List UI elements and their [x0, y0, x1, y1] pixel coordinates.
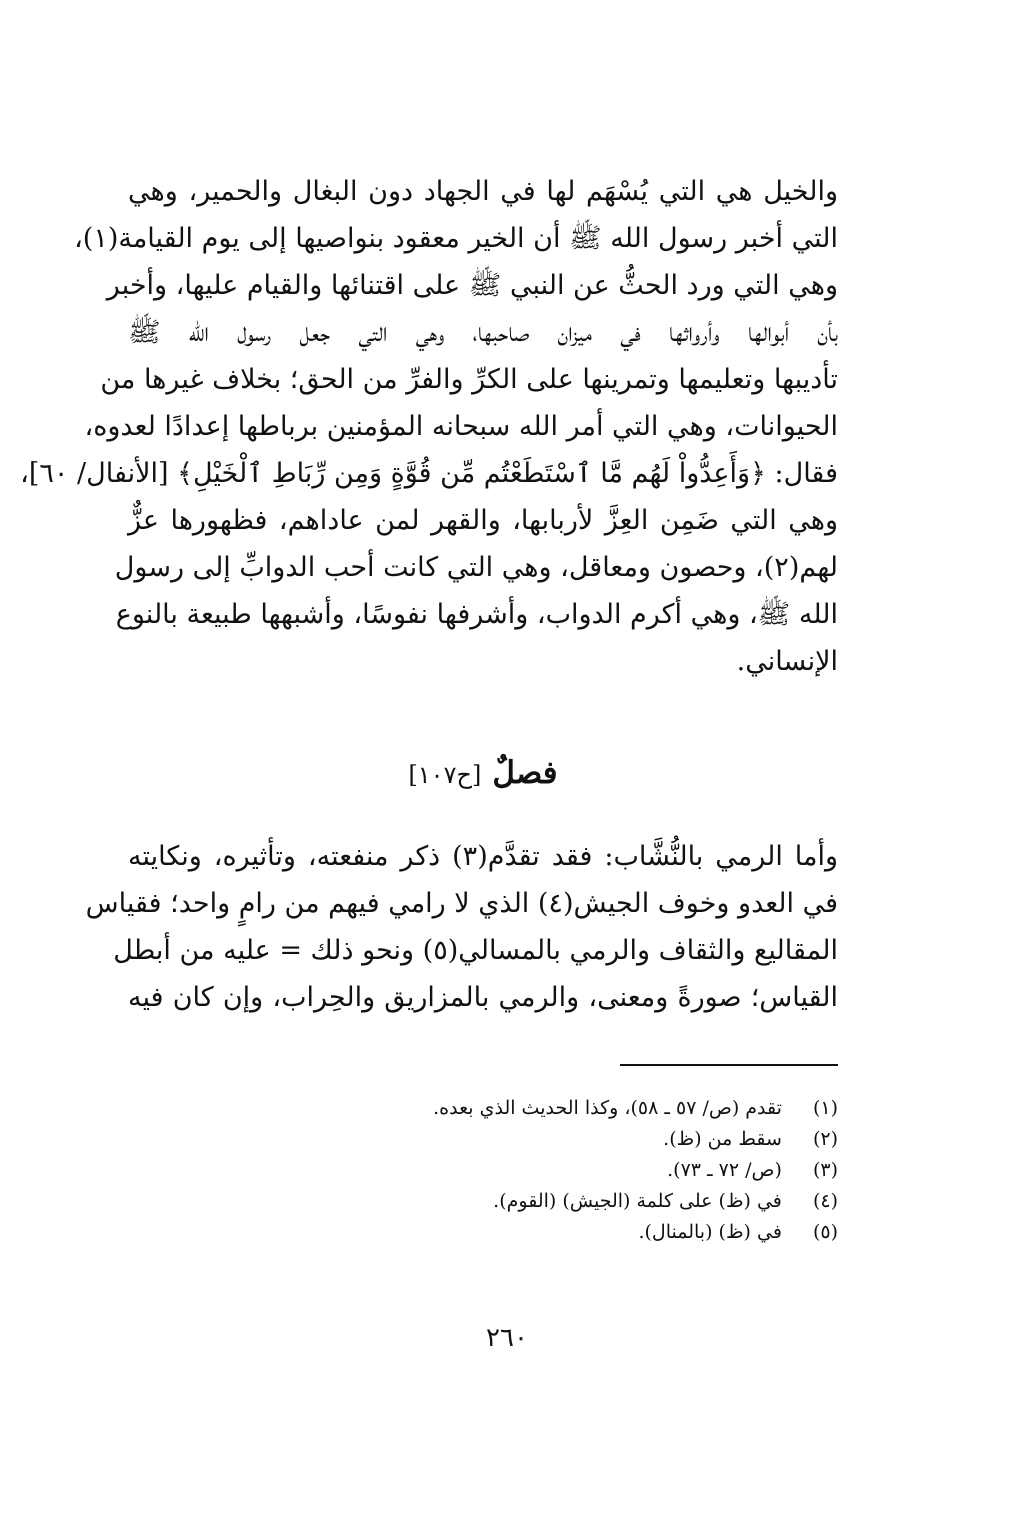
paragraph-archery [85, 833, 838, 1021]
text-line: المقاليع والثقاف والرمي بالمسالي(٥) ونحو ذلك = عليه من أبطل [113, 935, 838, 966]
footnote-text: تقدم (ص/ ٥٧ ـ ٥٨)، وكذا الحديث الذي بعده. [433, 1097, 782, 1119]
text-line: الإنساني. [736, 646, 838, 677]
page-number: ٢٦٠ [486, 1323, 528, 1353]
footnote-text: في (ظ) (بالمنال). [638, 1221, 782, 1243]
footnote-number: (٢) [812, 1128, 838, 1150]
footnote [300, 1093, 838, 1124]
paragraph-horses [20, 168, 838, 685]
text-line: في العدو وخوف الجيش(٤) الذي لا رامي فيهم من رامٍ واحد؛ فقياس [85, 888, 838, 919]
section-reference: [ح١٠٧] [408, 761, 482, 789]
text-line: وأما الرمي بالنُّشَّاب: فقد تقدَّم(٣) ذكر منفعته، وتأثيره، ونكايته [128, 841, 838, 872]
footnote-number: (٤) [812, 1190, 838, 1212]
text-line: لهم(٢)، وحصون ومعاقل، وهي التي كانت أحب الدوابِّ إلى رسول [114, 552, 838, 583]
footnote-text: سقط من (ظ). [663, 1128, 782, 1150]
text-line: الحيوانات، وهي التي أمر الله سبحانه المؤمنين برباطها إعدادًا لعدوه، [84, 411, 838, 442]
footnote-number: (١) [812, 1097, 838, 1119]
footnote-divider [620, 1064, 838, 1066]
text-line: التي أخبر رسول الله ﷺ أن الخير معقود بنواصيها إلى يوم القيامة(١)، [74, 223, 838, 254]
text-line: الله ﷺ، وهي أكرم الدواب، وأشرفها نفوسًا، وأشبهها طبيعة بالنوع [115, 599, 838, 630]
footnote-number: (٣) [812, 1159, 838, 1181]
footnote [300, 1186, 838, 1217]
footnote-text: (ص/ ٧٢ ـ ٧٣). [667, 1159, 782, 1181]
section-title: فصلٌ [492, 755, 558, 791]
footnote [300, 1217, 838, 1248]
footnote-text: في (ظ) على كلمة (الجيش) (القوم). [493, 1190, 782, 1212]
text-line: القياس؛ صورةً ومعنى، والرمي بالمزاريق والحِراب، وإن كان فيه [128, 982, 838, 1013]
footnotes [300, 1093, 838, 1248]
footnote-number: (٥) [812, 1221, 838, 1243]
quran-verse-line: فقال: ﴿وَأَعِدُّواْ لَهُم مَّا ٱسْتَطَعْتُم مِّن قُوَّةٍ وَمِن رِّبَاطِ ٱلْخَيْلِ﴾ [الأنفال/ ٦٠]، [20, 458, 838, 489]
section-heading [128, 748, 838, 798]
text-line: والخيل هي التي يُسْهَم لها في الجهاد دون البغال والحمير، وهي [128, 176, 838, 207]
text-line: وهي التي ضَمِن العِزَّ لأربابها، والقهر لمن عاداهم، فظهورها عزٌّ [128, 505, 838, 536]
text-line: بأن أبوالها وأرواثها في ميزان صاحبها، وهي التي جعل رسول الله ﷺ [128, 317, 838, 348]
text-line: وهي التي ورد الحثُّ عن النبي ﷺ على اقتنائها والقيام عليها، وأخبر [106, 270, 838, 301]
footnote [300, 1155, 838, 1186]
footnote [300, 1124, 838, 1155]
text-line: تأديبها وتعليمها وتمرينها على الكرِّ والفرِّ من الحق؛ بخلاف غيرها من [100, 364, 838, 395]
